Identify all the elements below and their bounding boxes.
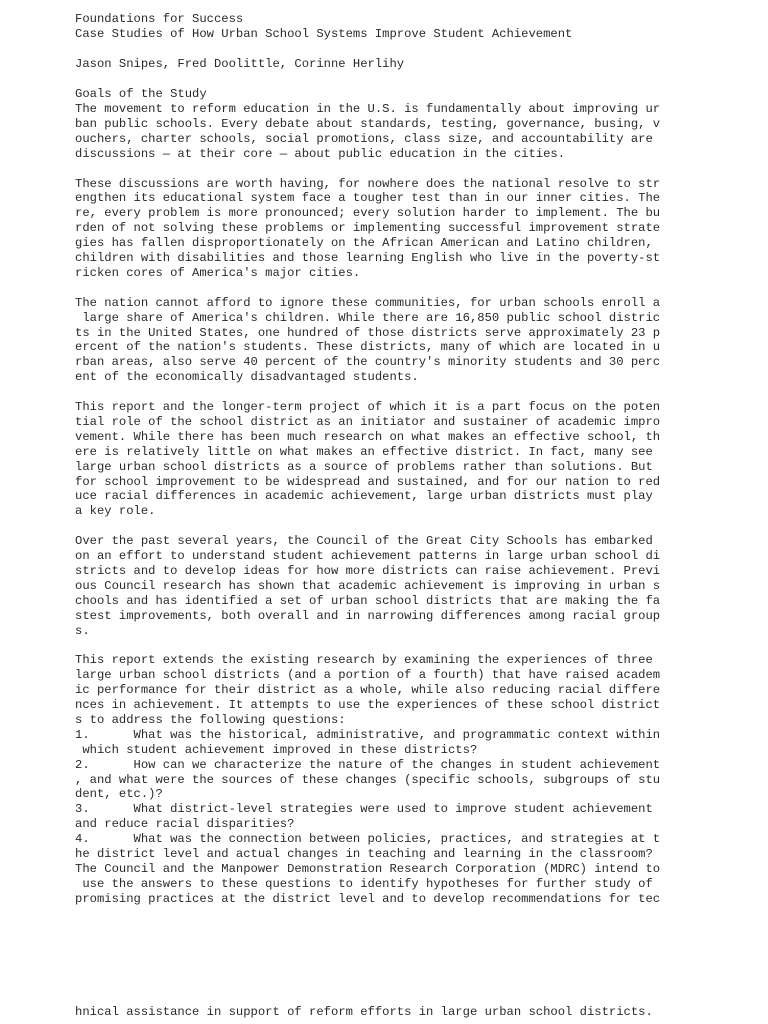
text-line: 2. How can we characterize the nature of the changes in student achievement (75, 757, 661, 772)
text-line: which student achievement improved in these districts? (75, 742, 478, 757)
text-line: he district level and actual changes in teaching and learning in the classroom? (75, 847, 653, 861)
text-line: The movement to reform education in the U.S. is fundamentally about improving ur (75, 102, 661, 116)
text-line: engthen its educational system face a tougher test than in our inner cities. The (75, 191, 661, 206)
authors-line: Jason Snipes, Fred Doolittle, Corinne Herlihy (75, 57, 405, 71)
text-line: 1. What was the historical, administrative, and programmatic context within (75, 727, 661, 742)
text-line: uce racial differences in academic achievement, large urban districts must play (75, 489, 653, 504)
text-line: discussions — at their core — about public education in the cities. (75, 146, 566, 161)
text-line: rban areas, also serve 40 percent of the country's minority students and 30 perc (75, 355, 661, 370)
text-line: This report and the longer-term project of which it is a part focus on the poten (75, 400, 661, 414)
text-line: children with disabilities and those learning English who live in the poverty-st (75, 251, 661, 265)
text-line: large urban school districts as a source of problems rather than solutions. But (75, 459, 653, 474)
text-line: on an effort to understand student achievement patterns in large urban school di (75, 549, 661, 563)
text-line: s to address the following questions: (75, 712, 346, 727)
text-line: ricken cores of America's major cities. (75, 265, 361, 280)
text-line: ere is relatively little on what makes an effective district. In fact, many see (75, 444, 653, 459)
text-line: These discussions are worth having, for nowhere does the national resolve to str (75, 176, 661, 191)
text-line: promising practices at the district level and to develop recommendations for tec (75, 891, 661, 906)
text-line: , and what were the sources of these changes (specific schools, subgroups of stu (75, 772, 661, 787)
text-line: for school improvement to be widespread and sustained, and for our nation to red (75, 474, 661, 489)
footer-line: hnical assistance in support of reform efforts in large urban school districts. (75, 1005, 653, 1019)
text-line: ban public schools. Every debate about standards, testing, governance, busing, v (75, 116, 661, 131)
text-line: Over the past several years, the Council of the Great City Schools has embarked (75, 534, 653, 549)
text-line: tial role of the school district as an initiator and sustainer of academic impro (75, 414, 661, 429)
text-line: and reduce racial disparities? (75, 817, 295, 832)
text-line: dent, etc.)? (75, 787, 163, 802)
text-line: large share of America's children. While there are 16,850 public school distric (75, 310, 661, 325)
text-line: The Council and the Manpower Demonstration Research Corporation (MDRC) intend to (75, 861, 661, 876)
section-heading: Goals of the Study (75, 87, 207, 101)
text-line: nces in achievement. It attempts to use the experiences of these school district (75, 698, 661, 712)
text-line: The nation cannot afford to ignore these communities, for urban schools enroll a (75, 295, 661, 310)
text-line: gies has fallen disproportionately on the African American and Latino children, (75, 236, 653, 251)
text-line: 3. What district-level strategies were used to improve student achievement (75, 802, 653, 817)
text-line: ouchers, charter schools, social promotions, class size, and accountability are (75, 131, 653, 146)
text-line: re, every problem is more pronounced; every solution harder to implement. The bu (75, 206, 661, 221)
text-line: stricts and to develop ideas for how more districts can raise achievement. Previ (75, 563, 661, 578)
text-line: large urban school districts (and a portion of a fourth) that have raised academ (75, 668, 661, 683)
text-line: ts in the United States, one hundred of those districts serve approximately 23 p (75, 325, 661, 340)
text-line: vement. While there has been much research on what makes an effective school, th (75, 429, 661, 444)
text-line: ic performance for their district as a whole, while also reducing racial differe (75, 683, 661, 698)
text-line: This report extends the existing research by examining the experiences of three (75, 653, 653, 668)
text-line: use the answers to these questions to identify hypotheses for further study of (75, 876, 653, 891)
title-line-2: Case Studies of How Urban School Systems Improve Student Achievement (75, 27, 573, 41)
text-line: ous Council research has shown that academic achievement is improving in urban s (75, 578, 661, 593)
title-line-1: Foundations for Success (75, 12, 244, 26)
text-line: a key role. (75, 504, 156, 519)
text-line: 4. What was the connection between policies, practices, and strategies at t (75, 832, 661, 847)
text-line: ent of the economically disadvantaged students. (75, 370, 419, 385)
text-line: s. (75, 623, 90, 638)
text-line: chools and has identified a set of urban school districts that are making the fa (75, 593, 661, 608)
text-line: rden of not solving these problems or implementing successful improvement strate (75, 221, 661, 236)
text-line: stest improvements, both overall and in narrowing differences among racial group (75, 608, 661, 623)
text-line: ercent of the nation's students. These districts, many of which are located in u (75, 340, 661, 355)
